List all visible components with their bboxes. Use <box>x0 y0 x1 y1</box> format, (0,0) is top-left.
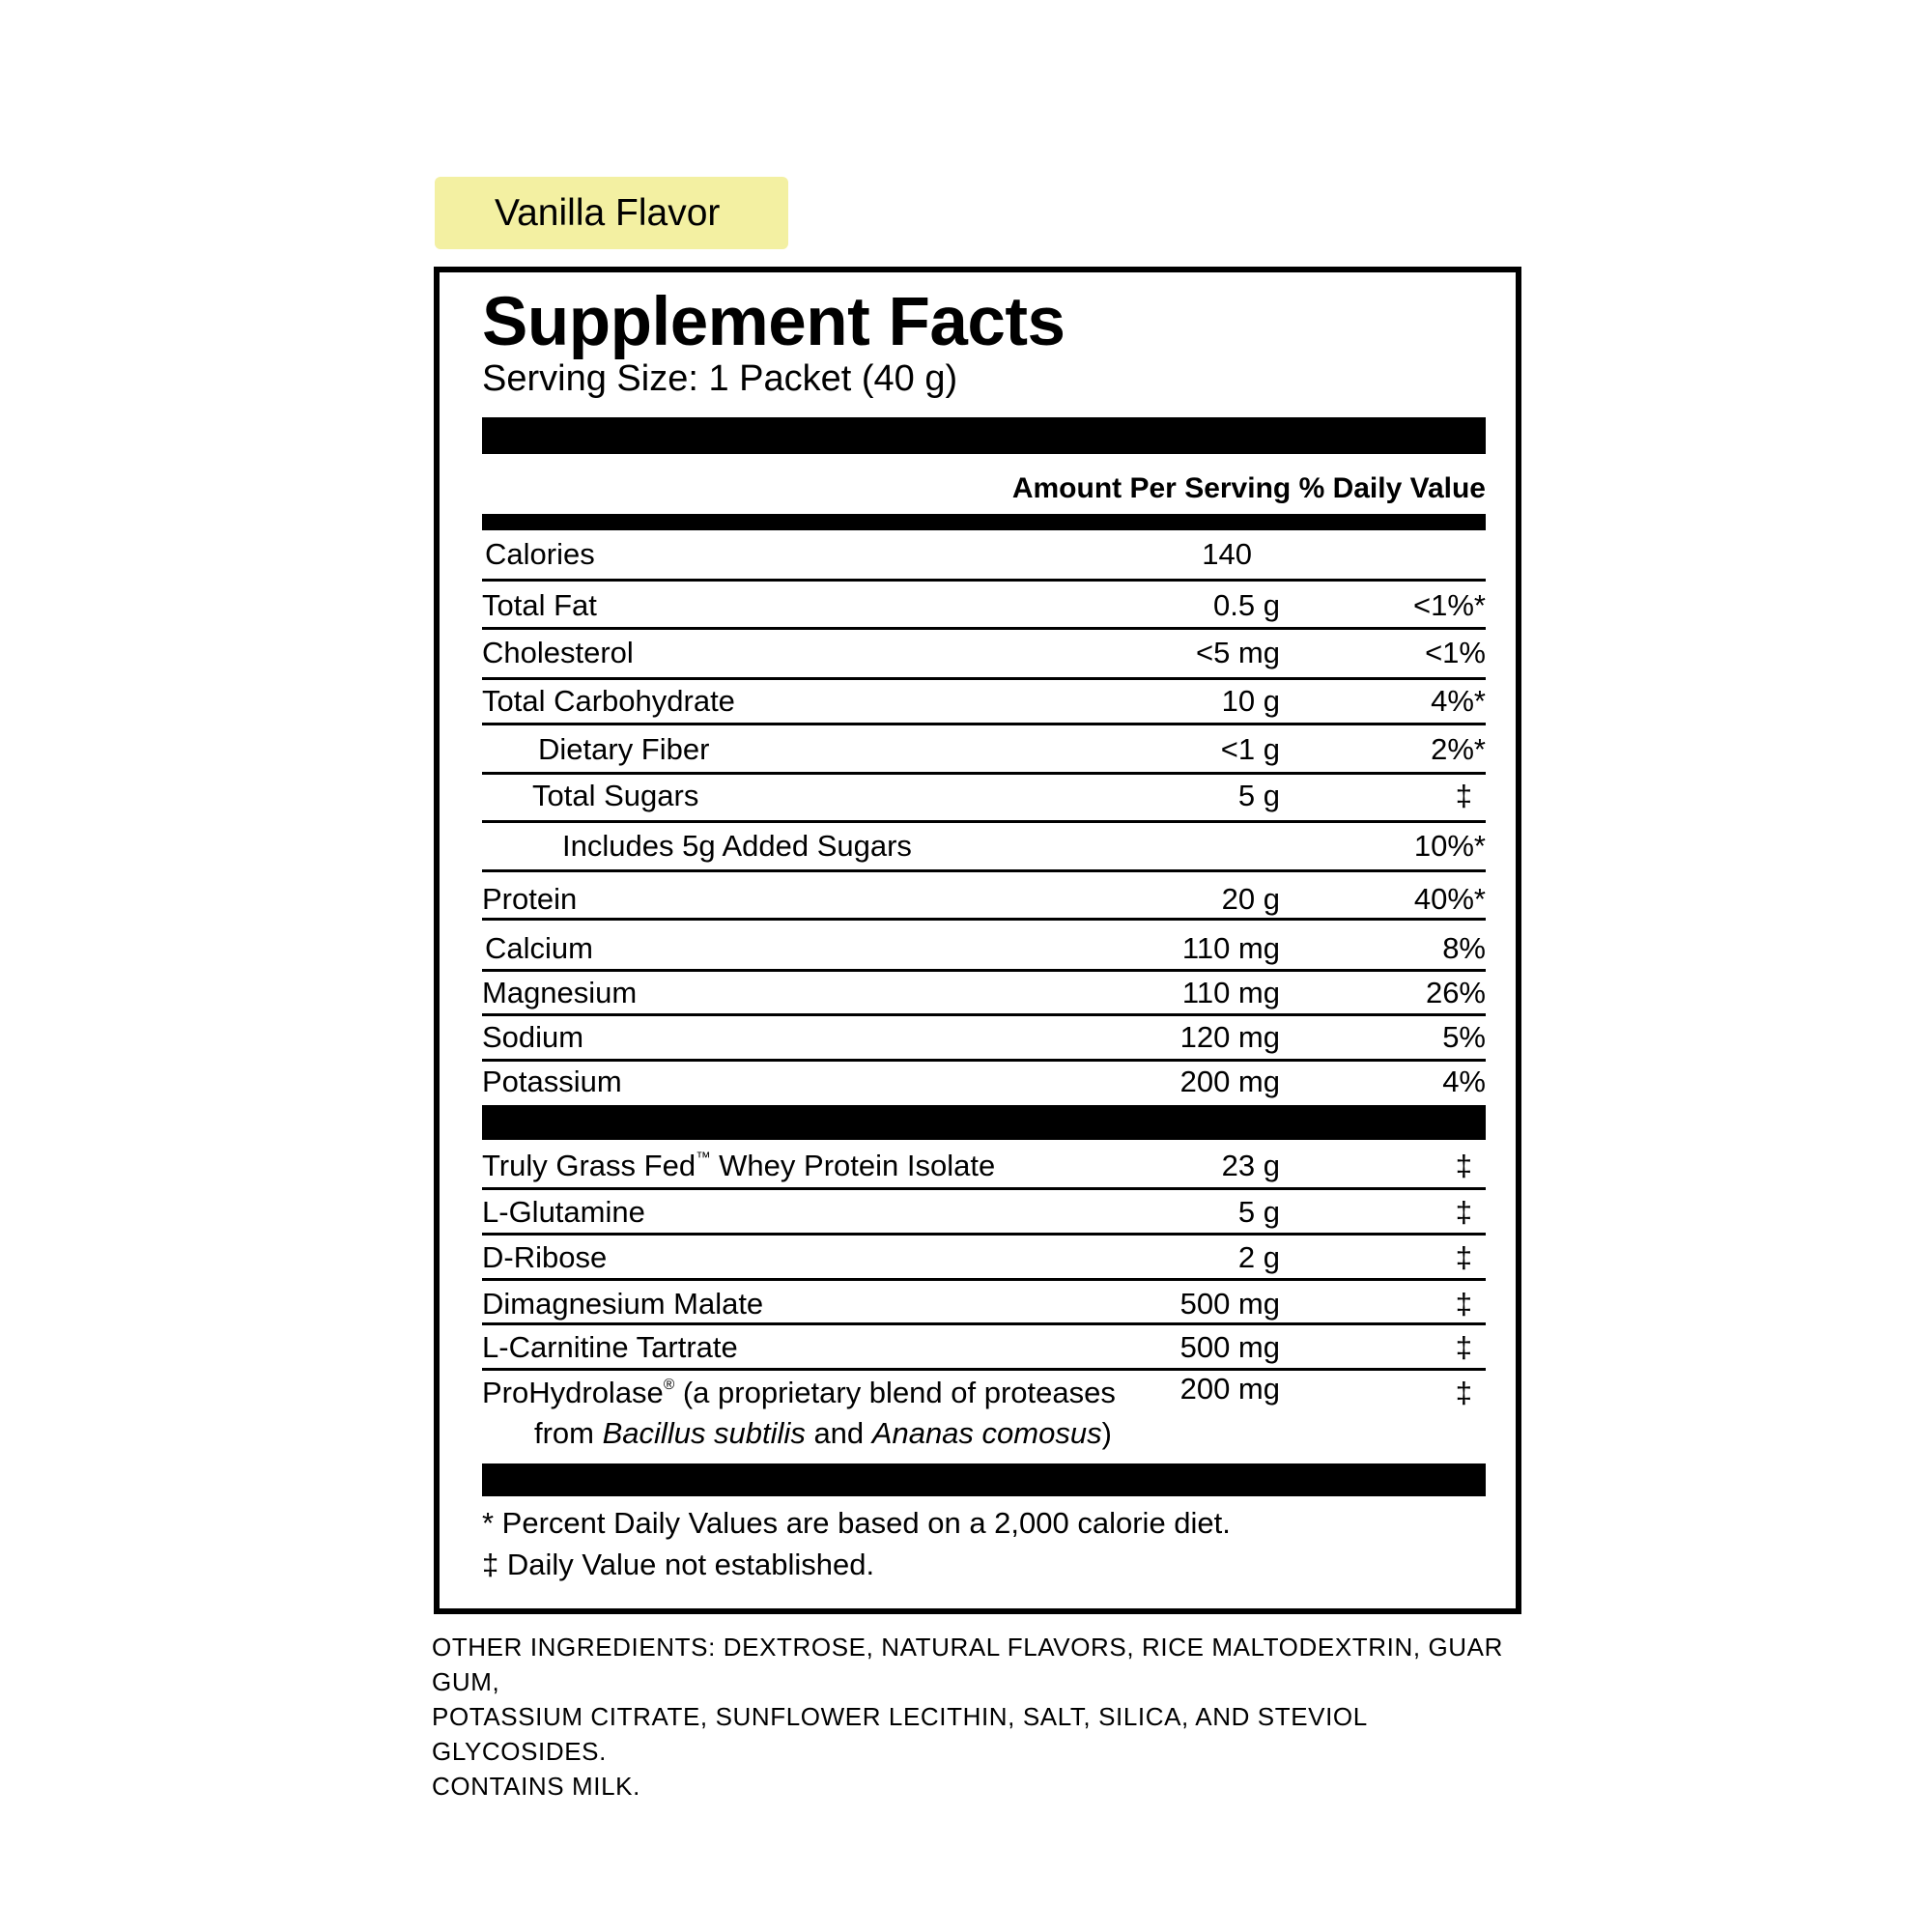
row-divider <box>482 579 1486 582</box>
ingredient-name: L-Glutamine <box>482 1195 645 1229</box>
nutrient-dv: <1%* <box>1413 588 1486 622</box>
nutrient-name: Protein <box>482 882 578 916</box>
ingredient-amount: 2 g <box>1237 1240 1280 1274</box>
nutrient-amount: <1 g <box>1220 732 1280 766</box>
row-divider <box>482 869 1486 872</box>
ingredient-amount: 500 mg <box>1179 1287 1280 1321</box>
ingredient-amount: 23 g <box>1221 1149 1280 1182</box>
row-divider <box>482 627 1486 630</box>
nutrient-dv: 4% <box>1442 1065 1486 1098</box>
footnote-dagger: ‡ Daily Value not established. <box>482 1548 875 1581</box>
nutrient-name: Potassium <box>482 1065 622 1098</box>
ingredient-name: Dimagnesium Malate <box>482 1287 764 1321</box>
nutrient-amount: 140 <box>1202 537 1252 571</box>
nutrient-dv: 10%* <box>1413 829 1486 863</box>
nutrient-dv: 8% <box>1442 931 1486 965</box>
nutrient-dv: 26% <box>1425 976 1486 1009</box>
ingredient-dv: ‡ <box>1455 1330 1472 1364</box>
nutrient-dv: <1% <box>1425 636 1486 669</box>
row-divider <box>482 1233 1486 1236</box>
row-divider <box>482 1187 1486 1190</box>
nutrient-dv: 2%* <box>1431 732 1486 766</box>
ingredient-name: D-Ribose <box>482 1240 608 1274</box>
nutrient-dv: 5% <box>1442 1020 1486 1054</box>
other-ingredients <box>432 1630 1533 1804</box>
row-divider <box>482 772 1486 775</box>
row-divider <box>482 723 1486 725</box>
ingredient-dv: ‡ <box>1455 1287 1472 1321</box>
divider-thick-bottom <box>482 1463 1486 1496</box>
nutrient-name: Total Fat <box>482 588 597 622</box>
ingredient-row-prohydrolase <box>482 1372 1486 1459</box>
row-divider <box>482 1368 1486 1371</box>
contains-milk: CONTAINS MILK. <box>432 1772 640 1801</box>
ingredient-dv: ‡ <box>1455 1376 1472 1409</box>
row-divider <box>482 969 1486 972</box>
nutrient-dv: ‡ <box>1455 779 1472 812</box>
ingredient-name-continued: from Bacillus subtilis and Ananas comosus) <box>534 1416 1112 1450</box>
ingredient-name: Truly Grass Fed™ Whey Protein Isolate <box>482 1149 996 1182</box>
nutrient-amount: 10 g <box>1221 684 1280 718</box>
nutrient-name: Sodium <box>482 1020 584 1054</box>
nutrient-name: Calcium <box>485 931 593 965</box>
row-divider <box>482 1013 1486 1016</box>
ingredient-dv: ‡ <box>1455 1149 1472 1182</box>
divider-thick-top <box>482 417 1486 454</box>
row-divider <box>482 1059 1486 1062</box>
trademark-mark: ™ <box>696 1150 711 1167</box>
nutrient-name: Magnesium <box>482 976 638 1009</box>
ingredient-amount: 5 g <box>1237 1195 1280 1229</box>
footnote-daily-values: * Percent Daily Values are based on a 2,000 calorie diet. <box>482 1506 1231 1540</box>
nutrient-name: Calories <box>485 537 595 571</box>
row-divider <box>482 1322 1486 1325</box>
nutrient-dv: 4%* <box>1431 684 1486 718</box>
nutrient-name: Total Carbohydrate <box>482 684 735 718</box>
nutrient-amount: 110 mg <box>1181 976 1280 1009</box>
registered-mark: ® <box>663 1377 675 1394</box>
divider-header <box>482 514 1486 530</box>
other-ingredients-line: OTHER INGREDIENTS: DEXTROSE, NATURAL FLAVORS, RICE MALTODEXTRIN, GUAR GUM, <box>432 1633 1503 1696</box>
nutrient-amount: 200 mg <box>1179 1065 1280 1098</box>
nutrient-name: Total Sugars <box>532 779 699 812</box>
row-divider <box>482 918 1486 921</box>
nutrient-name: Includes 5g Added Sugars <box>562 829 912 863</box>
row-divider <box>482 1278 1486 1281</box>
row-divider <box>482 820 1486 823</box>
nutrient-amount: 0.5 g <box>1213 588 1280 622</box>
ingredient-amount: 200 mg <box>1179 1372 1280 1406</box>
panel-title: Supplement Facts <box>482 284 1065 360</box>
divider-thick-middle <box>482 1105 1486 1140</box>
nutrient-amount: 20 g <box>1221 882 1280 916</box>
row-divider <box>482 677 1486 680</box>
column-header: Amount Per Serving % Daily Value <box>1011 472 1486 504</box>
nutrient-dv: 40%* <box>1413 882 1486 916</box>
ingredient-amount: 500 mg <box>1179 1330 1280 1364</box>
supplement-facts-panel <box>434 267 1521 1614</box>
nutrient-name: Cholesterol <box>482 636 634 669</box>
nutrient-amount: 120 mg <box>1179 1020 1280 1054</box>
ingredient-dv: ‡ <box>1455 1195 1472 1229</box>
ingredient-dv: ‡ <box>1455 1240 1472 1274</box>
nutrient-amount: 110 mg <box>1181 931 1280 965</box>
other-ingredients-line: POTASSIUM CITRATE, SUNFLOWER LECITHIN, SALT, SILICA, AND STEVIOL GLYCOSIDES. <box>432 1702 1367 1766</box>
flavor-label: Vanilla Flavor <box>435 177 788 249</box>
ingredient-name: ProHydrolase® (a proprietary blend of proteases <box>482 1376 1116 1409</box>
serving-size: Serving Size: 1 Packet (40 g) <box>482 358 958 399</box>
nutrient-amount: 5 g <box>1237 779 1280 812</box>
nutrient-amount: <5 mg <box>1195 636 1280 669</box>
nutrient-name: Dietary Fiber <box>538 732 710 766</box>
ingredient-name: L-Carnitine Tartrate <box>482 1330 738 1364</box>
